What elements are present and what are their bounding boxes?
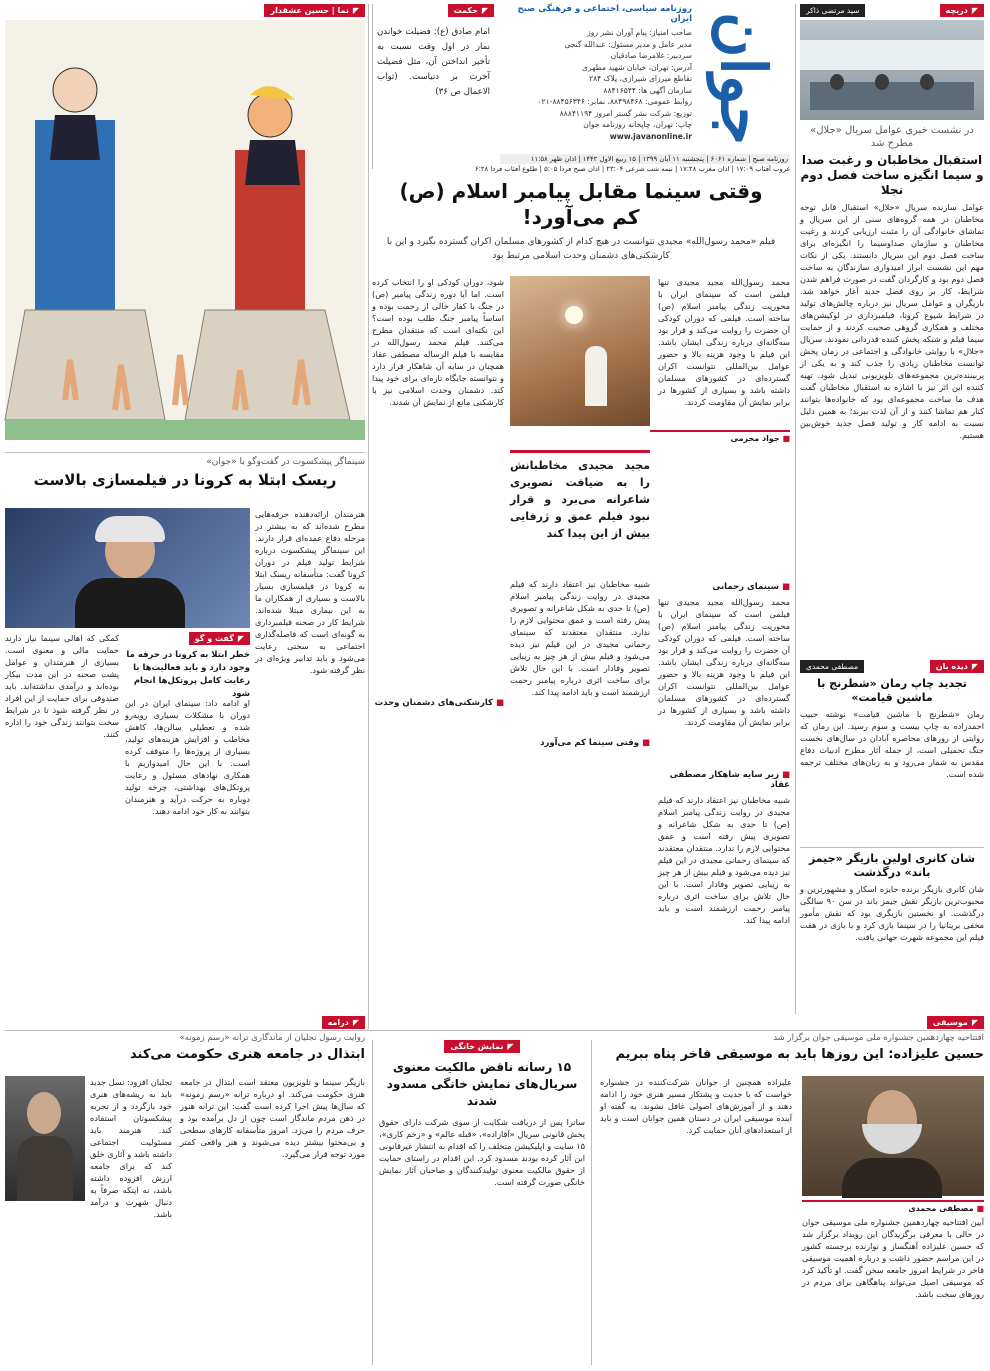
website-link[interactable]: www.javanonline.ir <box>609 131 692 141</box>
tagline: روزنامه سیاسی، اجتماعی و فرهنگی صبح ایران <box>517 4 692 24</box>
arrow-icon: ◤ <box>971 662 978 671</box>
election-cartoon <box>5 20 365 440</box>
left-pedestal <box>5 310 165 420</box>
tajalian-kicker-top: روایت رسول تجلیان از ماندگاری ترانه «رسم زمونه» <box>179 1033 365 1043</box>
publisher-line: سردبیر: غلامرضا صادقیان <box>610 51 692 60</box>
interview-caption: خطر ابتلا به کرونا در حرفه ما وجود دارد و باید فعالیت‌ها با رعایت کامل پروتکل‌ها انجام شود <box>126 650 250 699</box>
right-figure-head <box>248 93 292 137</box>
alizadeh-photo <box>802 1076 984 1196</box>
tajalian-body-col1: بازیگر سینما و تلویزیون معتقد است ابتذال در جامعه هنری حکومت می‌کند. او درباره ترانه «رسم زمونه» که سال‌ها پیش اجرا کرده است گفت: این ترانه هنوز در ذهن مردم ماندگار است چون از دل برآمده بود و حرف مردم را می‌زد. امروز متأسفانه کارهای سطحی و بی‌محتوا بیشتر دیده می‌شوند و هنر واقعی کمتر مورد توجه قرار می‌گیرد. <box>180 1077 365 1159</box>
music-headline: حسین علیزاده: این روزها باید به موسیقی فاخر پناه ببریم <box>615 1047 984 1062</box>
kicker-home-video: ◤ نمایش خانگی <box>444 1040 519 1053</box>
subhead: ■ زیر سایه شاهکار مصطفی عقاد <box>669 770 790 790</box>
bullet-icon: ■ <box>493 698 504 708</box>
publisher-line: تقاطع میرزای شیرازی، پلاک ۲۸۴ <box>589 74 692 83</box>
home-video-headline: ۱۵ رسانه ناقض مالکیت معنوی سریال‌های نمایش خانگی مسدود شدند <box>386 1060 578 1108</box>
lead-body-col1c: شبیه مخاطبان نیز اعتقاد دارند که فیلم مجیدی در روایت زندگی پیامبر اسلام (ص) تا حدی به شکل شاعرانه و تصویری پیش رفته است و عمق محتوایی لازم را ندارد. منتقدان معتقدند که سینمای رحمانی مجیدی در این فیلم نیز دیده می‌شود و فیلم بیش از هر چیز به زیبایی تصویر وفادار است. با این حال تلاش برای ساخت اثری درباره پیامبر رحمت ارزشمند است و باید ادامه پیدا کند. <box>658 795 790 925</box>
interview-kicker: سینماگر پیشکسوت در گفت‌وگو با «جوان» <box>206 457 365 467</box>
music-kicker-top: افتتاحیه چهاردهمین جشنواره ملی موسیقی جوان برگزار شد <box>773 1033 984 1043</box>
interview-headline: ریسک ابتلا به کرونا در فیلمسازی بالاست <box>33 471 337 489</box>
headline-book: تجدید چاپ رمان «شطرنج با ماشین قیامت» <box>817 677 967 704</box>
home-video-section <box>372 1040 592 1365</box>
arrow-icon: ◤ <box>237 634 244 643</box>
divider <box>800 847 984 848</box>
hekmat-box <box>372 4 494 169</box>
music-body-col2: علیزاده همچنین از جوانان شرکت‌کننده در جشنواره خواست که با جدیت و پشتکار مسیر هنری خود را ادامه دهند و از آموزش‌های اصولی غافل نشوند. به گفته او آینده موسیقی ایران در دستان همین جوانان است و باید از استعدادهای آنان حمایت کرد. <box>600 1077 792 1135</box>
headline-connery: شان کانری اولین بازیگر «جیمز باند» درگذشت <box>808 852 976 879</box>
pull-quote <box>510 450 650 542</box>
crowd-ground <box>5 420 365 440</box>
kicker-didehban: ◤ دیده بان <box>930 660 984 673</box>
kicker-dariche: ◤ دریچه <box>940 4 985 17</box>
publisher-line: روابط عمومی: ۸۸۴۹۸۴۶۸، نمابر: ۸۸۴۵۶۳۴۶-۰۲۱ <box>537 97 692 106</box>
logo: جوان <box>707 12 780 146</box>
connery-body: شان کانری بازیگر برنده جایزه اسکار و مشهورترین و محبوب‌ترین بازیگر نقش جیمز باند در سن ۹۰ سالگی درگذشت. او نخستین بازیگری بود که نقش مأمور مخفی بریتانیا را در سینما بازی کرد و با بازی در هفت فیلم این مجموعه شهرت جهانی یافت. <box>800 884 984 942</box>
interview-body-col3: کمکی که اهالی سینما نیاز دارند حمایت مالی و معنوی است. بسیاری از هنرمندان و عوامل پشت صحنه در این مدت بیکار بوده‌اند و درآمدی نداشته‌اند. باید صندوقی برای حمایت از این افراد در نظر گرفته شود تا در شرایط سخت بتوانند زندگی خود را اداره کنند. <box>5 633 119 739</box>
publisher-line: سازمان آگهی ها: ۸۸۴۱۶۵۴۴ <box>603 85 692 95</box>
publisher-line: آدرس: تهران، خیابان شهید مطهری <box>582 62 692 72</box>
arrow-icon: ◤ <box>507 1042 514 1051</box>
publisher-line: مدیر عامل و مدیر مسئول: عبدالله گنجی <box>564 39 692 49</box>
publisher-info <box>502 27 692 142</box>
subhead: ■ سینمای رحمانی <box>712 582 790 592</box>
tajalian-body-col2: تجلیان افزود: نسل جدید باید به ریشه‌های هنری خود بازگردد و از تجربه پیشکسوتان استفاده کند. هنرمند باید مسئولیت اجتماعی داشته باشد و آثاری خلق کند که برای جامعه ارزش افزوده داشته باشد، نه اینکه صرفاً به دنبال شهرت و درآمد باشد. <box>90 1077 172 1219</box>
divider <box>795 4 796 1014</box>
lead-headline-1: وقتی سینما مقابل پیامبر اسلام (ص) <box>399 179 763 203</box>
hadith-text: امام صادق (ع): فضیلت خواندن نماز در اول وقت نسبت به تأخیر انداختن آن، مثل فضیلت آخرت بر دنیاست. (ثواب الاعمال ص ۳۶) <box>377 27 490 97</box>
film-still-photo <box>510 276 650 426</box>
home-video-body: ساترا پس از دریافت شکایت از سوی شرکت دارای حقوق پخش قانونی سریال «آقازاده»، «قبله عالم» و «زخم کاری»، ۱۵ سایت و اپلیکیشن متخلف را که اقدام به انتشار غیرقانونی این آثار کرده بودند مسدود کرد. این اقدام در راستای حمایت از حقوق مالکیت معنوی تولیدکنندگان و صاحبان آثار نمایش خانگی صورت گرفته است. <box>379 1117 585 1187</box>
arrow-icon: ◤ <box>352 6 359 15</box>
arrow-icon: ◤ <box>971 1018 978 1027</box>
kicker-interview: ◤ گفت و گو <box>189 632 250 645</box>
masthead <box>474 4 790 174</box>
arrow-icon: ◤ <box>971 6 978 15</box>
book-body: رمان «شطرنج با ماشین قیامت» نوشته حبیب احمدزاده به چاپ بیست و سوم رسید. این رمان که روایتی از روزهای محاصره آبادان در سال‌های نخست جنگ تحمیلی است، از جمله آثار مطرح ادبیات دفاع مقدس به شمار می‌رود و به زبان‌های مختلف ترجمه شده است. <box>800 709 984 779</box>
byline-icon: ■ <box>779 434 790 443</box>
deck: در نشست خبری عوامل سریال «جلال» مطرح شد <box>810 125 974 149</box>
kicker-nama: ◤ نما | حسین عشقدار <box>264 4 365 17</box>
byline-icon: ■ <box>973 1204 984 1213</box>
tajalian-photo <box>5 1076 85 1201</box>
lead-body-col1: محمد رسول‌الله مجید مجیدی تنها فیلمی است که سینمای ایران با محوریت زندگی پیامبر اسلام (ص) ساخته است. فیلمی که دوران کودکی آن حضرت را روایت می‌کند و قرار بود سه‌گانه‌ای درباره زندگی ایشان باشد. این فیلم با وجود هزینه بالا و حضور عوامل بین‌المللی نتوانست اکران گسترده‌ای در کشورهای مسلمان داشته باشد و بسیاری از کشورها در برابر نمایش آن مقاومت کردند. <box>658 277 790 407</box>
prayer-line: غروب آفتاب ۱۷:۰۹ | اذان مغرب ۱۷:۲۸ | نیمه شب شرعی ۲۳:۰۴ | اذان صبح فردا ۵:۰۵ | طلوع آفتاب فردا ۶:۲۸ <box>474 165 790 173</box>
divider <box>5 452 365 453</box>
publisher-line: صاحب امتیاز: پیام آوران نشر روز <box>587 28 692 37</box>
kicker-hekmat: ◤ حکمت <box>448 4 494 17</box>
publisher-line: چاپ: تهران، چاپخانه روزنامه جوان <box>583 120 692 129</box>
left-figure-head <box>53 68 97 112</box>
bullet-icon: ■ <box>639 738 650 748</box>
music-section <box>600 1016 984 1368</box>
right-pedestal <box>185 310 350 420</box>
lead-headline-2: کم می‌آورد! <box>522 205 640 229</box>
cartoon-section <box>5 4 365 444</box>
article-body: عوامل سازنده سریال «جلال» استقبال قابل توجه مخاطبان در همه گروه‌های سنی از این سریال و تماشای خانوادگی آن را مثبت ارزیابی کردند و رغبت مخاطبان و سازمان صداوسیما را انگیزه‌ای برای ساخت فصل دوم این سریال دانستند. یکی از نکات مهم این نشست ابراز امیدواری سازندگان به ساخت فصل دوم بود و کارگردان گفت در صورت فراهم شدن شرایط، کار بر روی فصل جدید آغاز خواهد شد. بازیگران و عوامل سریال نیز درباره چالش‌های تولید در شرایط شیوع کرونا، فیلمبرداری در لوکیشن‌های مختلف و همکاری گروهی صحبت کردند و از حمایت سیما فیلم و شبکه پخش کننده قدردانی نمودند. سریال «جلال» با روایتی خانوادگی و اجتماعی در زمان پخش توانست مخاطبان زیادی را جذب کند و به یکی از پربیننده‌ترین مجموعه‌های تلویزیونی تبدیل شود. تهیه کننده این اثر نیز با اشاره به استقبال مخاطبان گفت هدف ما ساخت مجموعه‌ای بود که خانواده‌ها بتوانند کنار هم تماشا کنند و از آن لذت ببرند؛ به همین دلیل نسبت به ادامه کار و تولید فصل جدید خوش‌بین هستیم. <box>800 202 984 440</box>
kicker-music: ◤ موسیقی <box>927 1016 984 1029</box>
music-body-col1: آیین افتتاحیه چهاردهمین جشنواره ملی موسیقی جوان در حالی با معرفی برگزیدگان این رویداد برگزار شد که حسین علیزاده آهنگساز و نوازنده برجسته کشور در این مراسم حضور داشت و درباره اهمیت موسیقی فاخر در شرایط امروز جامعه سخن گفت. او تأکید کرد که موسیقی اصیل می‌تواند پناهگاهی برای مردم در روزهای سخت باشد. <box>802 1217 984 1299</box>
lead-body-col3: شود، دوران کودکی او را انتخاب کرده است. اما آیا دوره زندگی پیامبر (ص) در جنگ با کفار خالی از رحمت بوده و اساساً پیامبر جنگ طلب بوده است؟ این نکته‌ای است که منتقدان مطرح می‌کنند. فیلم محمد رسول‌الله در مقایسه با فیلم الرساله مصطفی عقاد همچنان در سایه آن شاهکار قرار دارد و نتوانسته جایگاه تازه‌ای برای خود پیدا کند. دشمنان وحدت اسلامی نیز با کارشکنی مانع از نمایش آن شدند. <box>372 277 504 407</box>
pull-quote-text: مجید مجیدی مخاطبانش را به ضیافت تصویری شاعرانه می‌برد و قرار نبود فیلم عمق و ژرفایی بیش از این پیدا کند <box>510 459 650 540</box>
byline: مصطفی محمدی <box>800 660 864 673</box>
byline: سید مرتضی ذاکر <box>800 4 865 17</box>
press-conference-photo <box>800 20 984 120</box>
subhead: ■ وقتی سینما کم می‌آورد <box>510 738 650 748</box>
lead-byline: ■ جواد محرمی <box>650 430 790 443</box>
publisher-line: توزیع: شرکت نشر گستر امروز ۸۸۸۴۱۱۹۴ <box>559 108 692 118</box>
bullet-icon: ■ <box>779 582 790 592</box>
right-figure-body <box>245 140 300 185</box>
lead-story <box>372 178 790 1028</box>
lead-body-col2: شبیه مخاطبان نیز اعتقاد دارند که فیلم مجیدی در روایت زندگی پیامبر اسلام (ص) تا حدی به شکل شاعرانه و تصویری پیش رفته است و عمق محتوایی لازم را ندارد. منتقدان معتقدند که سینمای رحمانی مجیدی در این فیلم نیز دیده می‌شود و فیلم بیش از هر چیز به زیبایی تصویر وفادار است. با این حال تلاش برای ساخت اثری درباره پیامبر رحمت ارزشمند است و باید ادامه پیدا کند. <box>510 579 650 697</box>
interview-photo <box>5 508 250 628</box>
date-line: روزنامه صبح | شماره ۶۰۶۱ | پنجشنبه ۱۱ آبان ۱۳۹۹ | ۱۵ ربیع الاول ۱۴۴۲ | اذان ظهر ۱۱:۵۸ <box>500 154 790 164</box>
lead-body-col1b: محمد رسول‌الله مجید مجیدی تنها فیلمی است که سینمای ایران با محوریت زندگی پیامبر اسلام (ص) ساخته است. فیلمی که دوران کودکی آن حضرت را روایت می‌کند و قرار بود سه‌گانه‌ای درباره زندگی ایشان باشد. این فیلم با وجود هزینه بالا و حضور عوامل بین‌المللی نتوانست اکران گسترده‌ای در کشورهای مسلمان داشته باشد و بسیاری از کشورها در برابر نمایش آن مقاومت کردند. <box>658 597 790 727</box>
right-middle-section <box>800 660 984 1010</box>
right-top-section <box>800 4 984 649</box>
tajalian-section <box>5 1016 365 1368</box>
lead-deck: فیلم «محمد رسول‌الله» مجیدی نتوانست در هیچ کدام از کشورهای مسلمان اکران گسترده بگیرد و این با کارشکنی‌های دشمنان وحدت اسلامی مرتبط بود <box>386 237 776 261</box>
arrow-icon: ◤ <box>481 6 488 15</box>
headline: استقبال مخاطبان و رغبت صدا و سیما انگیزه ساخت فصل دوم نجلا <box>800 153 984 197</box>
interview-section <box>5 452 365 1027</box>
tajalian-headline: ابتذال در جامعه هنری حکومت می‌کند <box>130 1047 365 1062</box>
interview-body-col1: هنرمندان ارائه‌دهنده حرفه‌هایی مطرح شده‌اند که به بیشتر در مرحله دفاع عمده‌ای قرار دارند. این سینماگر پیشکسوت درباره شرایط تولید فیلم در دوران کرونا گفت: متأسفانه ریسک ابتلا به کرونا در فیلمسازی بسیار بالاست و بسیاری از همکاران ما به این بیماری مبتلا شده‌اند. شرایط کار در صحنه فیلمبرداری به گونه‌ای است که فاصله‌گذاری اجتماعی به سختی رعایت می‌شود و باید تدابیر ویژه‌ای در نظر گرفته شود. <box>255 509 365 675</box>
music-byline: ■ مصطفی محمدی <box>802 1200 984 1213</box>
arrow-icon: ◤ <box>352 1018 359 1027</box>
kicker-derame: ◤ درامه <box>322 1016 365 1029</box>
bullet-icon: ■ <box>779 770 790 780</box>
left-figure-body <box>50 115 100 160</box>
subhead: ■ کارشکنی‌های دشمنان وحدت <box>372 698 504 708</box>
divider <box>368 4 369 1029</box>
interview-body-col2: او ادامه داد: سینمای ایران در این دوران با مشکلات بسیاری روبه‌رو شده و تعطیلی سالن‌ها، کاهش مخاطب و افزایش هزینه‌های تولید، بسیاری از پروژه‌ها را متوقف کرده است. با این حال امیدواریم با همکاری نهادهای مسئول و رعایت پروتکل‌های بهداشتی، چرخه تولید دوباره به حرکت درآید و هنرمندان بتوانند به کار خود ادامه دهند. <box>125 698 250 816</box>
